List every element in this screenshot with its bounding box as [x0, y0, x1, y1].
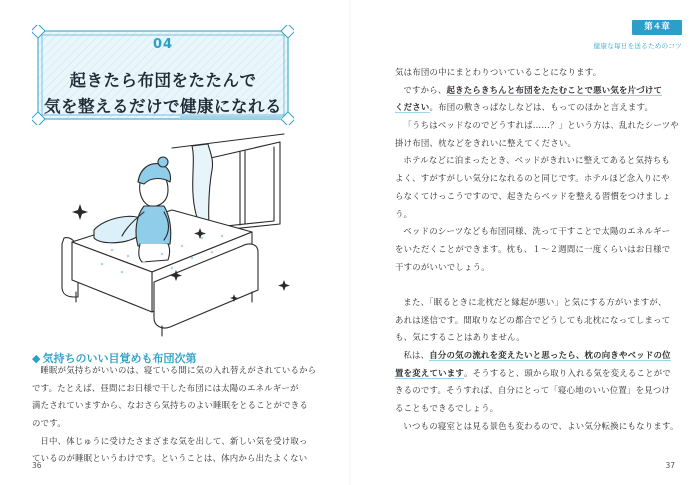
- body-line: [395, 117, 680, 135]
- section-heading-text: 気持ちのいい目覚めも布団次第: [42, 352, 197, 365]
- body-line: [395, 329, 670, 347]
- body-line: ているのが睡眠というわけです。ということは、体内から出たよくない: [32, 453, 308, 464]
- line-text: らなくてけっこうですので、起きたらベッドを整える習慣をつけましょ: [395, 190, 671, 201]
- body-line: [395, 418, 679, 436]
- line-text: ホテルなどに泊まったとき、ベッドがきれいに整えてあると気持ちも: [403, 155, 671, 166]
- body-line: [395, 188, 670, 206]
- paragraph-gap: [395, 276, 670, 294]
- chapter-tab: 第４章: [632, 20, 682, 35]
- line-text: をいただくことができます。枕も、１〜２週間に一度くらいはお日様で: [395, 243, 671, 254]
- emphasized-text: 置を変えています: [395, 367, 464, 378]
- body-line: [395, 294, 670, 312]
- body-line: [395, 64, 670, 82]
- diamond-icon: ◆: [32, 352, 41, 365]
- line-text: 私は、: [403, 350, 430, 360]
- line-text: あれは迷信です。間取りなどの都合でどうしても北枕になってしまって: [395, 314, 671, 325]
- body-line: [395, 382, 670, 400]
- page-number-right: 37: [665, 461, 675, 470]
- line-text: また、「眠るときに北枕だと縁起が悪い」と気にする方がいますが、: [403, 296, 667, 307]
- title-line-2-underlined: 健康になれる: [180, 97, 282, 119]
- bed-illustration: [52, 132, 302, 344]
- line-text: きるのです。そうすれば、自分にとって「寝心地のいい位置」を見つけ: [395, 385, 671, 396]
- line-text: ベッドのシーツなども布団同様、洗って干すことで太陽のエネルギー: [403, 226, 671, 237]
- page-number-left: 36: [32, 461, 42, 470]
- body-line: 睡眠が気持ちがいいのは、寝ている間に気の入れ替えがされているから: [40, 365, 317, 375]
- line-text: いつもの寝室とは見る景色も変わるので、よい気分転換にもなります。: [403, 420, 679, 431]
- title-line-1: [32, 67, 294, 91]
- right-page: [350, 0, 700, 485]
- body-line: [395, 152, 670, 170]
- line-text: う。: [395, 208, 413, 219]
- emphasized-text: 自分の気の流れを変えたいと思ったら、枕の向きやベッドの位: [429, 350, 671, 360]
- emphasized-text: 起きたらきちんと布団をたたむことで悪い気を片づけて: [446, 84, 663, 95]
- body-line: [395, 170, 670, 188]
- body-line: [395, 206, 670, 224]
- chapter-subtitle: 健康な毎日を送るためのコツ: [593, 42, 682, 50]
- body-line: [395, 400, 670, 418]
- body-line: [395, 241, 670, 259]
- line-text: よく、すがすがしい気分になれるのと同じです。ホテルほど念入りにや: [395, 173, 670, 184]
- emphasized-text: ください: [395, 102, 430, 113]
- body-line: [395, 259, 670, 277]
- right-body-text: [395, 64, 680, 435]
- title-line-2: [32, 93, 294, 117]
- body-line: [395, 99, 670, 117]
- line-text: 「うちはベッドなのでどうすれば……？」という方は、乱れたシーツや: [403, 120, 680, 131]
- body-line: [395, 312, 670, 330]
- chapter-number: 04: [152, 37, 174, 52]
- line-text: ることもできるでしょう。: [395, 403, 499, 414]
- line-text: も、気にすることはありません。: [395, 332, 525, 343]
- body-line: [395, 347, 670, 365]
- body-line: 満たされていますから、なおさら気持ちのよい睡眠をとることができる: [32, 400, 308, 411]
- line-text: ですから、: [403, 84, 447, 95]
- body-line: 日中、体じゅうに受けたさまざまな気を出して、新しい気を受け取っ: [40, 435, 308, 446]
- line-text: 干すのがいいでしょう。: [395, 261, 490, 272]
- left-body-text: [32, 362, 317, 468]
- body-line: [395, 365, 670, 383]
- body-line: [395, 82, 670, 100]
- body-line: のです。: [32, 418, 66, 429]
- line-text: 。布団の敷きっぱなしなどは、もってのほかと言えます。: [429, 102, 654, 113]
- line-text: 気は布団の中にまとわりついていることになります。: [395, 67, 602, 77]
- body-line: [395, 223, 670, 241]
- line-text: 。そうすると、頭から取り入れる気を変えることがで: [464, 367, 671, 378]
- title-line-2-part1: 気を整えるだけで: [44, 97, 180, 116]
- line-text: 掛け布団、枕などをきれいに整えてください。: [395, 137, 577, 148]
- body-line: [395, 135, 670, 153]
- body-line: です。たとえば、昼間にお日様で干した布団には太陽のエネルギーが: [32, 382, 299, 393]
- chapter-title-box: [32, 25, 294, 125]
- title-line-1-text: 起きたら布団をたたんで: [69, 71, 257, 90]
